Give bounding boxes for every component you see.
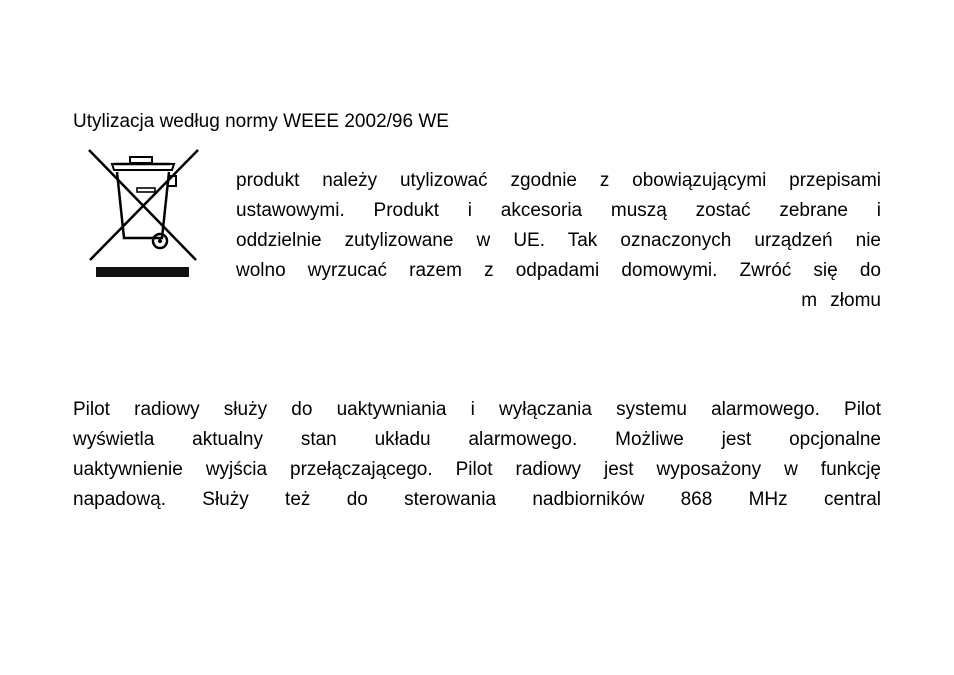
weee-paragraph-line: ustawowymi. Produkt i akcesoria muszą zostać zebrane i [236,200,881,221]
remote-paragraph-line: wyświetla aktualny stan układu alarmowego. Możliwe jest opcjonalne [73,429,881,450]
weee-paragraph-line: wolno wyrzucać razem z odpadami domowymi. Zwróć się do [236,260,881,281]
remote-description-paragraph [73,395,881,515]
weee-paragraph-line: oddzielnie zutylizowane w UE. Tak oznaczonych urządzeń nie [236,230,881,251]
crossed-out-wheelie-bin-icon [84,146,204,282]
remote-paragraph-line: Pilot radiowy służy do uaktywniania i wyłączania systemu alarmowego. Pilot [73,399,881,420]
remote-paragraph-line: napadową. Służy też do sterowania nadbiorników 868 MHz central [73,489,881,510]
remote-paragraph-line: uaktywnienie wyjścia przełączającego. Pilot radiowy jest wyposażony w funkcję [73,459,881,480]
weee-paragraph [236,166,881,316]
weee-paragraph-line: produkt należy utylizować zgodnie z obowiązującymi przepisami [236,170,881,191]
weee-paragraph-line: m złomu [801,290,881,311]
section-heading: Utylizacja według normy WEEE 2002/96 WE [73,111,449,132]
